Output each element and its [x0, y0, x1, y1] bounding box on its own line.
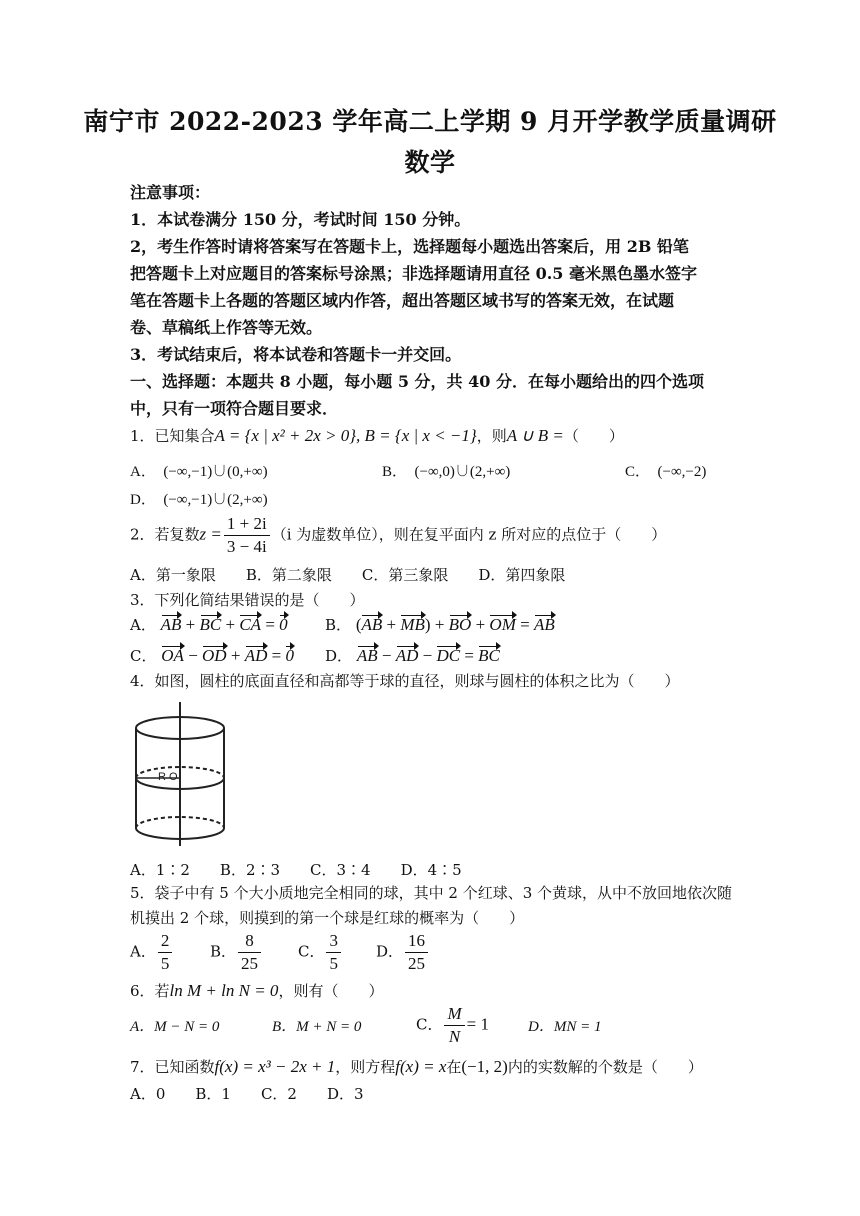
- q6-option-c: [416, 1003, 489, 1048]
- q1-option-d: D． (−∞,−1)∪(2,+∞): [130, 492, 268, 508]
- q6-c-label: C．: [416, 1015, 443, 1034]
- notice-heading: 注意事项：: [130, 183, 211, 202]
- q5-option-a: [130, 930, 174, 975]
- q6-stem-a: 6．若: [130, 982, 170, 1000]
- q5-b-frac: [238, 930, 261, 975]
- q3-b-label: B．: [325, 616, 352, 634]
- q5-option-b: [210, 930, 263, 975]
- q1-option-b: B． (−∞,0)∪(2,+∞): [382, 464, 511, 480]
- q7-stem-c: 在: [446, 1058, 462, 1076]
- vector-om: OM: [489, 615, 516, 634]
- q2-options: A．第一象限 B．第二象限 C．第三象限 D．第四象限: [130, 566, 566, 584]
- q1-sets: A = {x | x² + 2x > 0}, B = {x | x < −1}: [214, 426, 477, 445]
- q6-option-b: B．M + N = 0: [272, 1019, 362, 1035]
- q1-stem-a: 1．已知集合: [130, 427, 215, 445]
- q5-c-num: 3: [326, 930, 341, 953]
- q5-b-num: 8: [238, 930, 261, 953]
- q5-d-den: 25: [408, 954, 426, 973]
- vector-bc: BC: [199, 615, 222, 634]
- q6-option-a: A．M − N = 0: [130, 1019, 220, 1035]
- q7-eq: f(x) = x: [395, 1057, 447, 1076]
- notice-item-2d: 卷、草稿纸上作答等无效。: [130, 318, 323, 337]
- q5-option-c: [298, 930, 343, 975]
- q5-option-d: [376, 930, 430, 975]
- vector-ab: AB: [356, 646, 378, 665]
- q7-stem-a: 7．已知函数: [130, 1058, 215, 1076]
- q7-stem-d: 内的实数解的个数是（ ）: [507, 1058, 703, 1076]
- q5-d-frac: [405, 930, 428, 975]
- section-heading-2: 中，只有一项符合题目要求．: [130, 399, 339, 418]
- q3-option-a: A． AB + BC + CA = 0: [130, 615, 288, 634]
- q1-option-c: C． (−∞,−2): [625, 464, 707, 480]
- q3-c-label: C．: [130, 647, 157, 665]
- section-heading-1: 一、选择题：本题共 8 小题，每小题 5 分，共 40 分．在每小题给出的四个选项: [130, 372, 704, 391]
- question-2-stem: [130, 513, 730, 558]
- q5-d-label: D．: [376, 942, 404, 961]
- q1-option-a: A． (−∞,−1)∪(0,+∞): [130, 464, 268, 480]
- q6-c-num: M: [444, 1003, 464, 1026]
- question-7-stem: [130, 1056, 730, 1077]
- q5-a-num: 2: [158, 930, 173, 953]
- q2-z: z =: [199, 524, 222, 544]
- q2-stem-a: 2．若复数: [130, 525, 200, 544]
- q1-expr: A ∪ B =: [506, 426, 564, 445]
- q2-numerator: 1 + 2i: [224, 513, 270, 536]
- vector-oa: OA: [161, 646, 184, 665]
- q3-option-b: B． (AB + MB) + BO + OM = AB: [325, 615, 555, 634]
- q5-c-den: 5: [329, 954, 338, 973]
- q5-b-den: 25: [241, 954, 259, 973]
- q3-option-c: C． OA − OD + AD = 0: [130, 646, 294, 665]
- vector-bo: BO: [448, 615, 472, 634]
- vector-dc: DC: [436, 646, 461, 665]
- q5-b-label: B．: [210, 942, 237, 961]
- zero-vector: 0: [285, 646, 294, 665]
- q5-a-den: 5: [160, 954, 170, 973]
- q5-c-label: C．: [298, 942, 325, 961]
- question-1-stem: [130, 425, 730, 446]
- q6-c-rest: = 1: [466, 1014, 489, 1034]
- vector-ab: AB: [361, 615, 383, 634]
- q6-c-frac: [444, 1003, 464, 1048]
- question-3-stem: 3．下列化简结果错误的是（ ）: [130, 591, 365, 609]
- vector-ad: AD: [395, 646, 419, 665]
- vector-ab: AB: [533, 615, 555, 634]
- cylinder-sphere-figure: [128, 700, 236, 848]
- subject-title: 数学: [404, 148, 456, 177]
- exam-title: 南宁市 2022-2023 学年高二上学期 9 月开学教学质量调研: [83, 107, 777, 136]
- q5-a-frac: [158, 930, 173, 975]
- question-5-stem-b: 机摸出 2 个球，则摸到的第一个球是红球的概率为（ ）: [130, 909, 525, 927]
- q6-option-d: D．MN = 1: [528, 1019, 602, 1035]
- vector-ab: AB: [160, 615, 182, 634]
- notice-item-3: 3．考试结束后，将本试卷和答题卡一并交回。: [130, 345, 462, 364]
- q1-stem-b: ，则: [476, 427, 507, 445]
- q6-expr: ln M + ln N = 0: [169, 981, 279, 1000]
- notice-item-2c: 笔在答题卡上各题的答题区域内作答，超出答题区域书写的答案无效，在试题: [130, 291, 675, 310]
- q7-fx: f(x) = x³ − 2x + 1: [214, 1057, 336, 1076]
- notice-item-2b: 把答题卡上对应题目的答案标号涂黑；非选择题请用直径 0.5 毫米黑色墨水签字: [130, 264, 697, 283]
- zero-vector: 0: [279, 615, 288, 634]
- q3-a-label: A．: [130, 616, 156, 634]
- q2-denominator: 3 − 4i: [226, 537, 267, 556]
- q5-d-num: 16: [405, 930, 428, 953]
- notice-item-2a: 2，考生作答时请将答案写在答题卡上，选择题每小题选出答案后，用 2B 铅笔: [130, 237, 689, 256]
- q5-a-label: A．: [130, 942, 156, 961]
- question-4-stem: 4．如图，圆柱的底面直径和高都等于球的直径，则球与圆柱的体积之比为（ ）: [130, 672, 680, 690]
- q6-c-den: N: [448, 1027, 461, 1046]
- q3-d-label: D．: [325, 647, 353, 665]
- vector-bc: BC: [478, 646, 500, 665]
- q7-stem-b: ，则方程: [335, 1058, 396, 1076]
- q2-fraction: [224, 513, 270, 558]
- q3-option-d: D． AB − AD − DC = BC: [325, 646, 500, 665]
- q2-stem-b: （i 为虚数单位），则在复平面内 z 所对应的点位于（ ）: [271, 525, 667, 544]
- question-6-stem: [130, 980, 730, 1001]
- q7-options: A．0 B．1 C．2 D．3: [130, 1085, 364, 1103]
- q1-stem-c: （ ）: [563, 427, 624, 445]
- q5-c-frac: [326, 930, 341, 975]
- q4-options: A．1∶2 B．2∶3 C．3∶4 D．4∶5: [130, 861, 462, 879]
- figure-label: R O: [158, 771, 178, 783]
- q7-interval: (−1, 2): [461, 1057, 508, 1076]
- vector-ad: AD: [244, 646, 268, 665]
- notice-item-1: 1．本试卷满分 150 分，考试时间 150 分钟。: [130, 210, 471, 229]
- q6-stem-b: ，则有（ ）: [278, 982, 384, 1000]
- vector-od: OD: [202, 646, 227, 665]
- vector-ca: CA: [239, 615, 262, 634]
- question-5-stem-a: 5．袋子中有 5 个大小质地完全相同的球，其中 2 个红球、3 个黄球，从中不放回地依次随: [130, 884, 733, 902]
- vector-mb: MB: [400, 615, 425, 634]
